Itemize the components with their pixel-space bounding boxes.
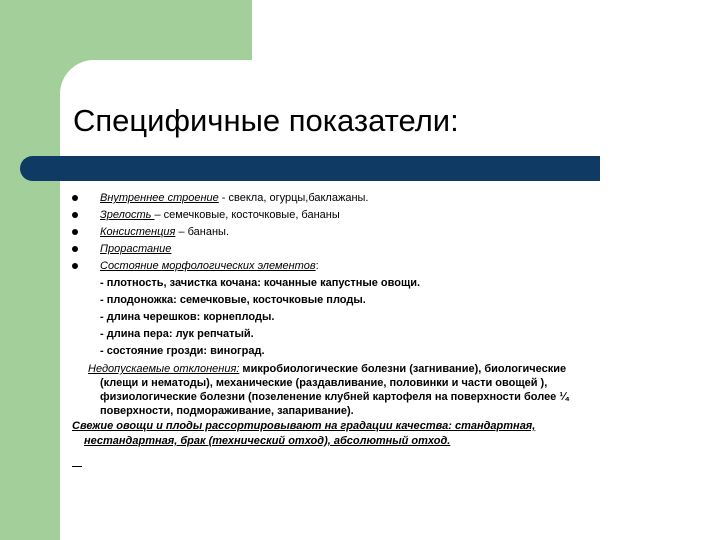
grading-paragraph bbox=[72, 419, 652, 449]
sub-item: - плодоножка: семечковые, косточковые плоды. bbox=[100, 294, 366, 306]
list-item bbox=[72, 207, 652, 224]
decorative-green-strip bbox=[0, 0, 60, 540]
list-item bbox=[72, 224, 652, 241]
defects-line: физиологические болезни (позеленение клубней картофеля на поверхности более ¼ bbox=[100, 391, 569, 403]
bullet-term: Прорастание bbox=[100, 243, 172, 255]
trailing-underline bbox=[72, 466, 82, 467]
grading-line: нестандартная, брак (технический отход), абсолютный отход. bbox=[84, 435, 451, 447]
bullet-term: Зрелость bbox=[100, 209, 155, 221]
slide-title: Специфичные показатели: bbox=[73, 103, 459, 138]
list-item bbox=[72, 258, 652, 275]
title-underline-bar bbox=[20, 156, 600, 181]
sub-item: - состояние грозди: виноград. bbox=[100, 345, 265, 357]
defects-line bbox=[88, 362, 652, 376]
slide-content bbox=[72, 190, 652, 449]
bullet-dot-icon bbox=[72, 246, 78, 252]
defects-paragraph bbox=[72, 362, 652, 418]
bullet-term: Внутреннее строение bbox=[100, 192, 219, 204]
bullet-text: : bbox=[315, 260, 319, 272]
bullet-dot-icon bbox=[72, 263, 78, 269]
sub-item: - длина черешков: корнеплоды. bbox=[100, 311, 275, 323]
list-item bbox=[72, 241, 652, 258]
defects-term: Недопускаемые отклонения: bbox=[88, 363, 240, 375]
sub-item: - плотность, зачистка кочана: кочанные капустные овощи. bbox=[100, 277, 421, 289]
defects-line: поверхности, подмораживание, запаривание). bbox=[100, 405, 354, 417]
bullet-dot-icon bbox=[72, 195, 78, 201]
list-item bbox=[72, 190, 652, 207]
bullet-dot-icon bbox=[72, 212, 78, 218]
bullet-term: Состояние морфологических элементов bbox=[100, 260, 316, 272]
bullet-text: – бананы. bbox=[175, 226, 230, 238]
bullet-text: - свекла, огурцы,баклажаны. bbox=[218, 192, 369, 204]
bullet-list bbox=[72, 190, 652, 275]
bullet-dot-icon bbox=[72, 229, 78, 235]
defects-line: (клещи и нематоды), механические (раздавливание, половинки и части овощей ), bbox=[100, 377, 548, 389]
bullet-text: – семечковые, косточковые, бананы bbox=[154, 209, 340, 221]
sub-item: - длина пера: лук репчатый. bbox=[100, 328, 254, 340]
defects-text: микробиологические болезни (загнивание), биологические bbox=[239, 363, 567, 375]
bullet-term: Консистенция bbox=[100, 226, 176, 238]
grading-line: Свежие овощи и плоды рассортировывают на градации качества: стандартная, bbox=[72, 420, 536, 432]
